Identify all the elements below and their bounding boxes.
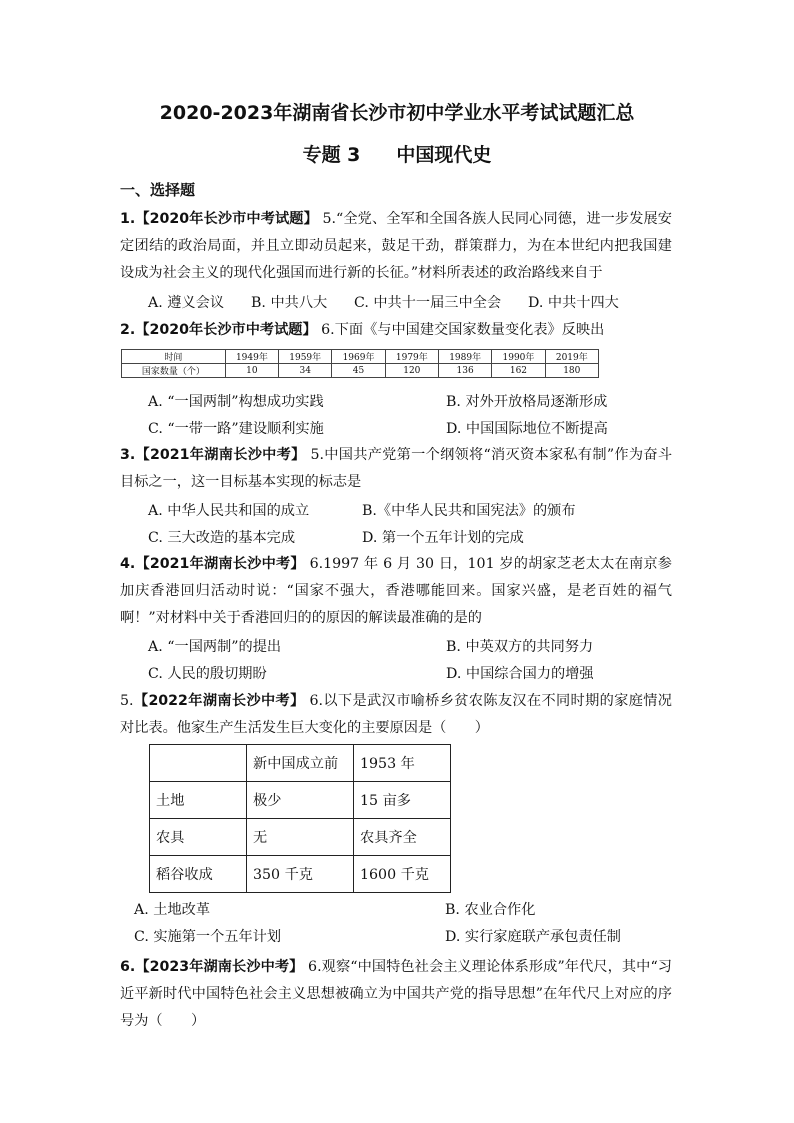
question-text: 6.下面《与中国建交国家数量变化表》反映出 bbox=[321, 322, 605, 338]
table-row bbox=[150, 856, 451, 893]
option-a[interactable]: A. 土地改革 bbox=[134, 902, 211, 918]
table-cell: 国家数量（个） bbox=[122, 364, 226, 378]
question-number: 1. bbox=[120, 211, 136, 227]
table-cell: 1969年 bbox=[332, 350, 385, 364]
question-text: 6.1997 年 6 月 30 日，101 岁的胡家芝老太太在南京参加庆香港回归活动时说：“国家不强大，香港哪能回来。国家兴盛，是老百姓的福气啊！”对材料中关于香港回归的的原因的解读最准确的是的 bbox=[120, 556, 672, 626]
question-source-tag: 【2021年湖南长沙中考】 bbox=[135, 556, 305, 572]
question-number: 4. bbox=[120, 556, 136, 572]
question-source-tag: 【2020年长沙市中考试题】 bbox=[135, 211, 318, 227]
table-cell: 1953 年 bbox=[354, 745, 451, 782]
table-cell: 120 bbox=[385, 364, 438, 378]
option-d[interactable]: D. 第一个五年计划的完成 bbox=[362, 530, 524, 546]
document-title: 2020-2023年湖南省长沙市初中学业水平考试试题汇总 bbox=[159, 102, 635, 124]
table-row bbox=[150, 745, 451, 782]
table-cell: 农具齐全 bbox=[354, 819, 451, 856]
option-d[interactable]: D. 中国综合国力的增强 bbox=[446, 666, 594, 682]
question-text: 6.观察“中国特色社会主义理论体系形成”年代尺，其中“习近平新时代中国特色社会主义思想被确立为中国共产党的指导思想”在年代尺上对应的序号为（ ） bbox=[120, 959, 672, 1029]
option-d[interactable]: D. 中共十四大 bbox=[528, 295, 619, 311]
question-text: 5.“全党、全军和全国各族人民同心同德，进一步发展安定团结的政治局面，并且立即动员起来，鼓足干劲，群策群力，为在本世纪内把我国建设成为社会主义的现代化强国而进行新的长征。”材料所表述的政治路线来自于 bbox=[120, 211, 672, 281]
table-cell: 1959年 bbox=[279, 350, 332, 364]
option-b[interactable]: B. 中英双方的共同努力 bbox=[446, 639, 594, 655]
table-cell: 1949年 bbox=[225, 350, 278, 364]
question-number: 2. bbox=[120, 322, 136, 338]
table-cell: 15 亩多 bbox=[354, 782, 451, 819]
table-cell bbox=[150, 745, 247, 782]
option-c[interactable]: C. 三大改造的基本完成 bbox=[148, 530, 296, 546]
subtitle-topic-name: 中国现代史 bbox=[396, 144, 492, 166]
table-cell: 时间 bbox=[122, 350, 226, 364]
option-a[interactable]: A. 遵义会议 bbox=[148, 295, 225, 311]
option-b[interactable]: B. 中共八大 bbox=[251, 295, 328, 311]
table-cell: 农具 bbox=[150, 819, 247, 856]
table-cell: 无 bbox=[247, 819, 354, 856]
table-cell: 1989年 bbox=[438, 350, 491, 364]
table-cell: 土地 bbox=[150, 782, 247, 819]
question-4 bbox=[120, 551, 672, 632]
table-cell: 1600 千克 bbox=[354, 856, 451, 893]
option-b[interactable]: B. 对外开放格局逐渐形成 bbox=[446, 394, 608, 410]
option-d[interactable]: D. 实行家庭联产承包责任制 bbox=[445, 929, 621, 945]
question-number: 6. bbox=[120, 959, 136, 975]
table-row bbox=[122, 364, 599, 378]
option-a[interactable]: A. 中华人民共和国的成立 bbox=[148, 503, 310, 519]
table-row bbox=[150, 782, 451, 819]
question-text: 5.中国共产党第一个纲领将“消灭资本家私有制”作为奋斗目标之一，这一目标基本实现的标志是 bbox=[120, 447, 673, 490]
section-heading: 一、选择题 bbox=[120, 181, 196, 199]
question-text: 6.以下是武汉市喻桥乡贫农陈友汉在不同时期的家庭情况对比表。他家生产生活发生巨大变化的主要原因是（ ） bbox=[120, 693, 672, 736]
option-b[interactable]: B.《中华人民共和国宪法》的颁布 bbox=[362, 503, 576, 519]
table-cell: 2019年 bbox=[545, 350, 598, 364]
option-c[interactable]: C. 实施第一个五年计划 bbox=[134, 929, 282, 945]
option-b[interactable]: B. 农业合作化 bbox=[445, 902, 536, 918]
table-cell: 136 bbox=[438, 364, 491, 378]
table-cell: 1990年 bbox=[492, 350, 545, 364]
table-cell: 10 bbox=[225, 364, 278, 378]
option-a[interactable]: A. “一国两制”构想成功实践 bbox=[148, 394, 324, 410]
subtitle-topic-number: 专题 3 bbox=[302, 144, 361, 166]
table-row bbox=[122, 350, 599, 364]
table-cell: 新中国成立前 bbox=[247, 745, 354, 782]
question-source-tag: 【2023年湖南长沙中考】 bbox=[135, 959, 304, 975]
question-2 bbox=[120, 317, 672, 344]
table-row bbox=[150, 819, 451, 856]
table-cell: 45 bbox=[332, 364, 385, 378]
question-5 bbox=[120, 688, 672, 742]
table-cell: 1979年 bbox=[385, 350, 438, 364]
table-cell: 180 bbox=[545, 364, 598, 378]
table-cell: 极少 bbox=[247, 782, 354, 819]
document-subtitle bbox=[0, 140, 794, 167]
question-source-tag: 【2021年湖南长沙中考】 bbox=[135, 447, 306, 463]
table-cell: 162 bbox=[492, 364, 545, 378]
table-cell: 34 bbox=[279, 364, 332, 378]
option-d[interactable]: D. 中国国际地位不断提高 bbox=[446, 421, 608, 437]
question-6 bbox=[120, 954, 672, 1035]
family-comparison-table bbox=[149, 744, 451, 893]
table-cell: 稻谷收成 bbox=[150, 856, 247, 893]
question-3 bbox=[120, 442, 672, 496]
option-a[interactable]: A. “一国两制”的提出 bbox=[148, 639, 282, 655]
question-source-tag: 【2020年长沙市中考试题】 bbox=[135, 322, 317, 338]
option-c[interactable]: C. 中共十一届三中全会 bbox=[354, 295, 502, 311]
option-c[interactable]: C. 人民的殷切期盼 bbox=[148, 666, 267, 682]
option-c[interactable]: C. “一带一路”建设顺利实施 bbox=[148, 421, 324, 437]
question-number: 5. bbox=[120, 693, 134, 709]
table-cell: 350 千克 bbox=[247, 856, 354, 893]
question-source-tag: 【2022年湖南长沙中考】 bbox=[133, 693, 305, 709]
diplomatic-relations-table bbox=[121, 349, 599, 378]
question-1 bbox=[120, 206, 672, 287]
question-number: 3. bbox=[120, 447, 136, 463]
